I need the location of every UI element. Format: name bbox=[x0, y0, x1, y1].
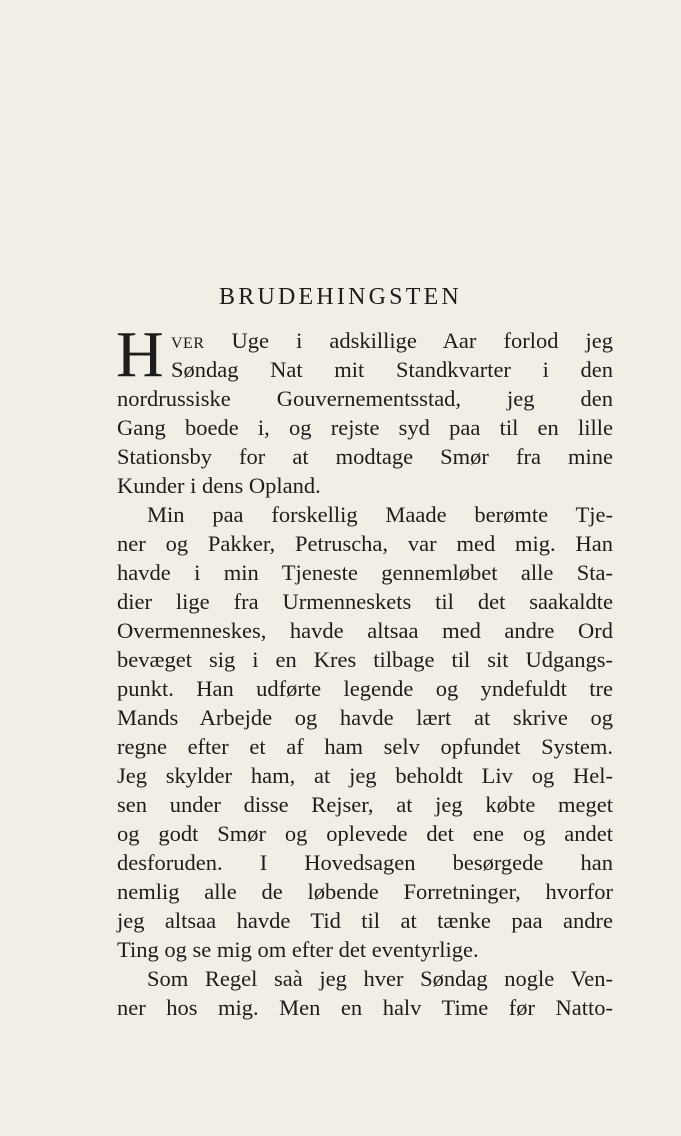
text-line: ner hos mig. Men en halv Time før Natto- bbox=[117, 995, 613, 1020]
text-line: Mands Arbejde og havde lært at skrive og bbox=[117, 705, 613, 730]
text-line: nordrussiske Gouvernementsstad, jeg den bbox=[117, 386, 613, 411]
text-line: Som Regel saà jeg hver Søndag nogle Ven- bbox=[147, 966, 613, 991]
text-line: Min paa forskellig Maade berømte Tje- bbox=[147, 502, 613, 527]
chapter-title: BRUDEHINGSTEN bbox=[219, 284, 462, 310]
body-text bbox=[116, 318, 613, 1022]
text-line: Overmenneskes, havde altsaa med andre Ord bbox=[117, 618, 613, 643]
text-line: Gang boede i, og rejste syd paa til en lille bbox=[117, 415, 613, 440]
text-line: Søndag Nat mit Standkvarter i den bbox=[171, 357, 613, 382]
text-line: ner og Pakker, Petruscha, var med mig. Han bbox=[117, 531, 613, 556]
text-line: Kunder i dens Opland. bbox=[117, 473, 321, 498]
text-line: havde i min Tjeneste gennemløbet alle Sta- bbox=[117, 560, 613, 585]
text-line: sen under disse Rejser, at jeg købte meget bbox=[117, 792, 613, 817]
text-line: jeg altsaa havde Tid til at tænke paa andre bbox=[117, 908, 613, 933]
text-line: desforuden. I Hovedsagen besørgede han bbox=[117, 850, 613, 875]
drop-cap: H bbox=[116, 318, 164, 391]
text-line: Stationsby for at modtage Smør fra mine bbox=[117, 444, 613, 469]
text-line: Ting og se mig om efter det eventyrlige. bbox=[117, 937, 479, 962]
text-line: punkt. Han udførte legende og yndefuldt tre bbox=[117, 676, 613, 701]
text-line: dier lige fra Urmenneskets til det saakaldte bbox=[117, 589, 613, 614]
text-line: og godt Smør og oplevede det ene og andet bbox=[117, 821, 613, 846]
first-word-smallcaps: VER bbox=[171, 335, 205, 352]
text-line: regne efter et af ham selv opfundet System. bbox=[117, 734, 613, 759]
text-line: Jeg skylder ham, at jeg beholdt Liv og Hel- bbox=[117, 763, 613, 788]
text-line: bevæget sig i en Kres tilbage til sit Udgangs- bbox=[117, 647, 613, 672]
text-line: nemlig alle de løbende Forretninger, hvorfor bbox=[117, 879, 613, 904]
text-line-content: Uge i adskillige Aar forlod jeg bbox=[204, 328, 613, 353]
text-line bbox=[117, 326, 613, 355]
